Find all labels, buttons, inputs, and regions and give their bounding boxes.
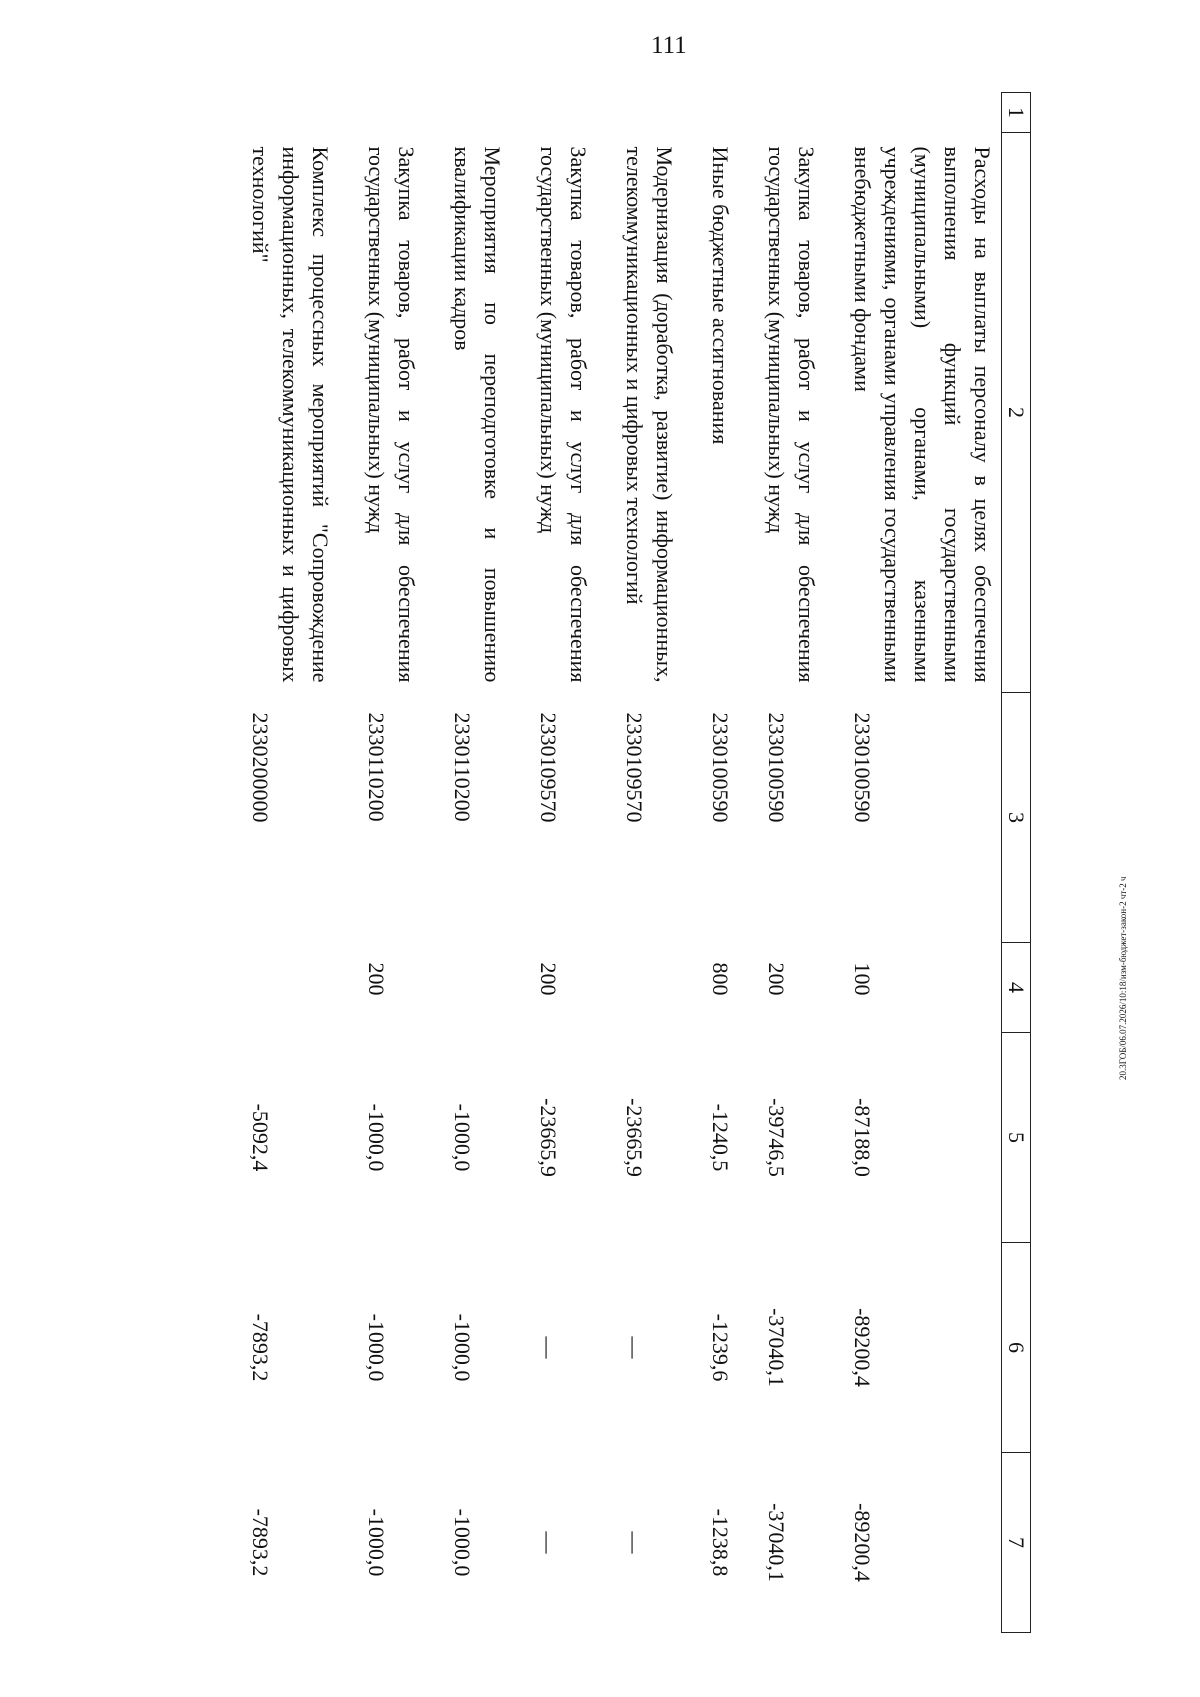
cell-col5: -1000,0 <box>450 1103 475 1172</box>
budget-table-rotated <box>181 92 1031 1632</box>
header-row <box>1002 93 1031 1633</box>
cell-col1 <box>511 93 597 133</box>
cell-kvr <box>223 943 339 1033</box>
header-cell-1: 1 <box>1002 93 1031 133</box>
cell-col7: -1000,0 <box>450 1508 475 1577</box>
cell-kvr: 200 <box>536 962 561 996</box>
cell-kcsr: 2330109570 <box>622 712 647 823</box>
header-cell-7: 7 <box>1002 1453 1031 1633</box>
cell-col6: — <box>536 1336 561 1359</box>
cell-col1 <box>683 93 739 133</box>
cell-col6: -1239,6 <box>708 1313 733 1382</box>
cell-description: Закупка товаров, работ и услуг для обеспечения государственных (муниципальных) нужд <box>536 146 591 683</box>
cell-col5: -39746,5 <box>764 1098 789 1177</box>
table-row <box>511 93 597 1633</box>
cell-kvr: 800 <box>708 962 733 996</box>
page-number: 111 <box>651 32 687 59</box>
cell-col1 <box>739 93 825 133</box>
table-row <box>739 93 825 1633</box>
cell-col7: — <box>536 1531 561 1554</box>
cell-col7: -1000,0 <box>364 1508 389 1577</box>
header-cell-2: 2 <box>1002 133 1031 693</box>
cell-description: Закупка товаров, работ и услуг для обеспечения государственных (муниципальных) нужд <box>364 146 419 683</box>
cell-col6: -37040,1 <box>764 1308 789 1387</box>
cell-col7: -89200,4 <box>850 1503 875 1582</box>
header-cell-6: 6 <box>1002 1243 1031 1453</box>
cell-col5: -23665,9 <box>536 1098 561 1177</box>
cell-col7: -7893,2 <box>248 1508 273 1577</box>
cell-col1 <box>597 93 683 133</box>
cell-col6: -1000,0 <box>364 1313 389 1382</box>
table-row <box>597 93 683 1633</box>
cell-kcsr: 2330110200 <box>364 712 389 822</box>
cell-col7: -37040,1 <box>764 1503 789 1582</box>
cell-kcsr: 2330100590 <box>764 712 789 823</box>
cell-col7: — <box>622 1531 647 1554</box>
cell-col5: -87188,0 <box>850 1098 875 1177</box>
cell-col6: -7893,2 <box>248 1313 273 1382</box>
header-cell-5: 5 <box>1002 1033 1031 1243</box>
cell-col7: -1238,8 <box>708 1508 733 1577</box>
table-row <box>339 93 425 1633</box>
cell-kvr <box>425 943 511 1033</box>
header-cell-4: 4 <box>1002 943 1031 1033</box>
cell-col5: -1240,5 <box>708 1103 733 1172</box>
table-row <box>825 93 1002 1633</box>
cell-description: Комплекс процессных мероприятий "Сопровождение информационных, телекоммуникационных и цифровых технологий" <box>248 146 333 683</box>
cell-col5: -23665,9 <box>622 1098 647 1177</box>
cell-kvr: 100 <box>850 962 875 996</box>
cell-kcsr: 2330100590 <box>850 712 875 823</box>
cell-col1 <box>339 93 425 133</box>
cell-kvr: 200 <box>764 962 789 996</box>
cell-kcsr: 2330100590 <box>708 712 733 823</box>
cell-kvr <box>597 943 683 1033</box>
cell-description: Иные бюджетные ассигнования <box>708 146 733 445</box>
cell-description: Мероприятия по переподготовке и повышению квалификации кадров <box>450 146 505 683</box>
cell-col1 <box>425 93 511 133</box>
cell-description: Модернизация (доработка, развитие) информационных, телекоммуникационных и цифровых технологий <box>622 146 677 683</box>
cell-col6: -89200,4 <box>850 1308 875 1387</box>
cell-col6: -1000,0 <box>450 1313 475 1382</box>
cell-kcsr: 2330110200 <box>450 712 475 822</box>
cell-col1 <box>223 93 339 133</box>
table-row <box>425 93 511 1633</box>
cell-col5: -5092,4 <box>248 1103 273 1172</box>
cell-kcsr: 2330109570 <box>536 712 561 823</box>
cell-description: Закупка товаров, работ и услуг для обеспечения государственных (муниципальных) нужд <box>764 146 819 683</box>
document-footer-code: 20.3ГОБ/06.07.2026/10:18/изм-бюджет-закон-2 чт-2 ч <box>1118 876 1128 1080</box>
cell-kvr: 200 <box>364 962 389 996</box>
cell-kcsr: 2330200000 <box>248 712 273 823</box>
cell-description: Расходы на выплаты персоналу в целях обеспечения выполнения функций государственными (муниципальными) органами, казенными учреждениями, органами управления государственными внебюджетными фондами <box>850 146 995 683</box>
table-row <box>683 93 739 1633</box>
cell-col6: — <box>622 1336 647 1359</box>
header-cell-3: 3 <box>1002 693 1031 943</box>
table-row <box>223 93 339 1633</box>
budget-table <box>223 92 1031 1633</box>
cell-col5: -1000,0 <box>364 1103 389 1172</box>
cell-col1 <box>825 93 1002 133</box>
